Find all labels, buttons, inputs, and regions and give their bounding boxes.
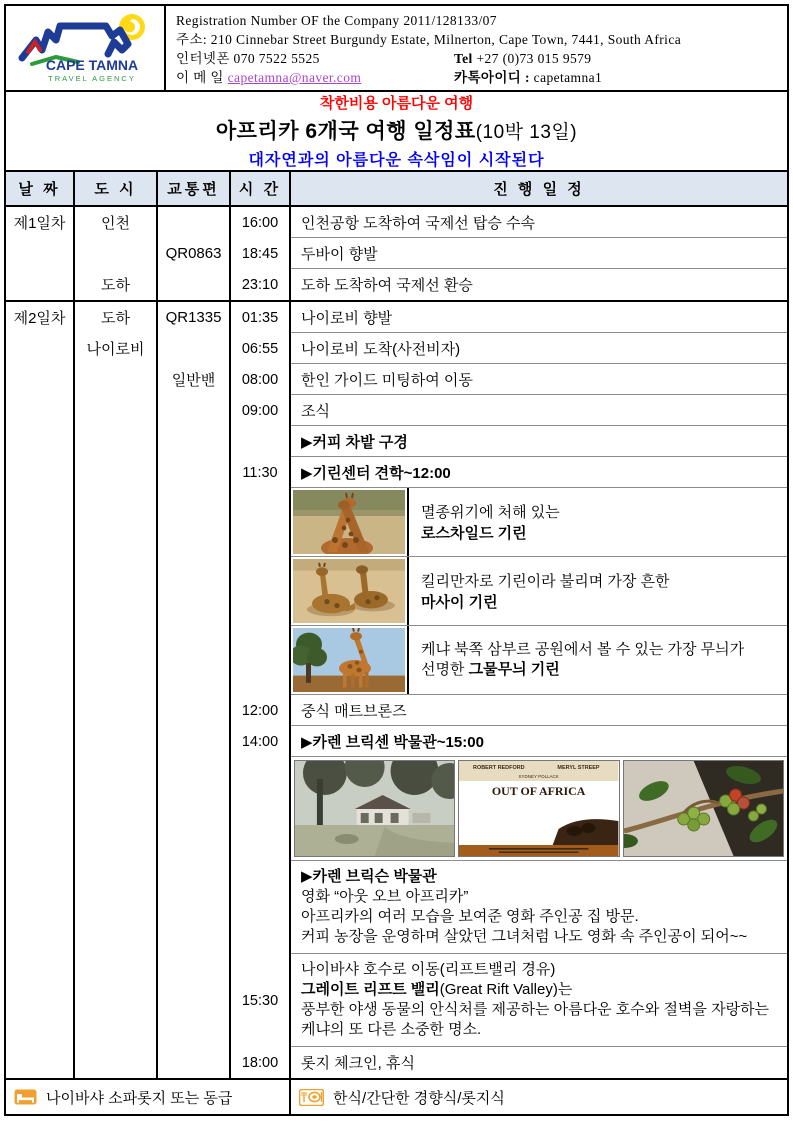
svg-text:CAPE TAMNA: CAPE TAMNA: [45, 57, 139, 73]
schedule-cell: [291, 726, 787, 757]
schedule-text: [409, 488, 787, 556]
giraffe-reticulated-thumbnail: [291, 626, 409, 694]
time-cell: 06:55: [231, 333, 291, 364]
table-header-row: [6, 172, 787, 207]
schedule-row: [231, 488, 787, 557]
karen-house-image: [295, 761, 454, 856]
schedule-cell: [291, 861, 787, 954]
schedule-row: [231, 207, 787, 238]
header-transport: 교통편: [158, 172, 231, 205]
schedule-row: [231, 757, 787, 861]
schedule-cell: [291, 457, 787, 488]
time-cell: 18:45: [231, 238, 291, 269]
time-cell: 15:30: [231, 954, 291, 1047]
company-logo: [6, 6, 166, 90]
transport-label: QR0863: [165, 245, 222, 262]
schedule-cell: [291, 269, 787, 300]
highlight-text: 그물무늬 기린: [468, 661, 560, 678]
city-label: 나이로비: [86, 341, 145, 358]
meals-text: 한식/간단한 경향식/롯지식: [333, 1089, 505, 1107]
plain-text: 두바이 향발: [301, 245, 378, 263]
schedule-cell: [291, 695, 787, 726]
text-line: [301, 907, 781, 927]
svg-text:MERYL STREEP: MERYL STREEP: [557, 764, 600, 772]
day-block-2: [6, 302, 787, 1080]
plain-text: 커피 농장을 운영하며 살았던 그녀처럼 나도 영화 속 주인공이 되어~~: [301, 928, 748, 945]
lodging-text: 나이바샤 소파롯지 또는 동급: [46, 1089, 233, 1107]
company-info: [166, 6, 787, 90]
schedule-rows: [231, 207, 787, 300]
schedule-row: [231, 269, 787, 300]
document-header: [6, 6, 787, 92]
time-cell: [231, 757, 291, 861]
plain-text: 조식: [301, 402, 330, 420]
city-label: 도하: [101, 310, 130, 327]
schedule-text: [291, 208, 541, 237]
time-cell: 12:00: [231, 695, 291, 726]
city-label: 도하: [101, 277, 130, 294]
schedule-rows: [231, 302, 787, 1078]
schedule-row: [231, 426, 787, 457]
schedule-cell: [291, 238, 787, 269]
highlight-text: ▶기린센터 견학~12:00: [301, 464, 451, 482]
bed-icon: [14, 1089, 37, 1105]
lodging-cell: [6, 1080, 291, 1114]
date-column: [6, 302, 75, 1078]
text-line: [301, 1020, 781, 1040]
schedule-text: [291, 696, 413, 725]
time-cell: [231, 861, 291, 954]
schedule-row: [231, 954, 787, 1047]
text-line: [301, 1000, 781, 1020]
giraffe-rothschild-thumbnail: [291, 488, 409, 556]
phone-line: 인터넷폰 070 7522 5525 Tel +27 (0)73 015 9579: [176, 51, 592, 66]
svg-text:ROBERT REDFORD: ROBERT REDFORD: [473, 764, 525, 772]
giraffe-masai-thumbnail: [291, 557, 409, 625]
highlight-text: ▶카렌 브릭슨 박물관: [301, 868, 437, 885]
date-column: [6, 207, 75, 300]
giraffe-reticulated-image: [293, 628, 405, 692]
schedule-row: [231, 302, 787, 333]
plain-text: (Great Rift Valley)는: [439, 981, 573, 998]
highlight-text: 로스차일드 기린: [421, 525, 527, 542]
city-column: [75, 302, 158, 1078]
giraffe-rothschild-image: [293, 490, 405, 554]
schedule-row: [231, 557, 787, 626]
transport-label: QR1335: [165, 309, 222, 326]
schedule-row: [231, 695, 787, 726]
schedule-row: [231, 861, 787, 954]
schedule-cell: [291, 333, 787, 364]
title-tagline: 착한비용 아름다운 여행: [319, 95, 474, 112]
schedule-text: [291, 334, 466, 363]
address-line: 주소: 210 Cinnebar Street Burgundy Estate, Milnerton, Cape Town, 7441, South Africa: [176, 32, 682, 47]
header-city: 도 시: [75, 172, 158, 205]
schedule-cell: [291, 954, 787, 1047]
time-cell: [231, 488, 291, 557]
schedule-text: [291, 303, 398, 332]
meals-cell: [291, 1080, 787, 1114]
schedule-text: [291, 239, 384, 268]
time-cell: [231, 426, 291, 457]
coffee-plant-thumbnail: [623, 760, 784, 857]
schedule-row: [231, 626, 787, 695]
schedule-cell: [291, 426, 787, 457]
schedule-row: [231, 364, 787, 395]
plain-text: 한인 가이드 미팅하여 이동: [301, 371, 473, 389]
schedule-row: [231, 395, 787, 426]
schedule-text: [291, 365, 479, 394]
city-column: [75, 207, 158, 300]
schedule-cell: [291, 557, 787, 626]
schedule-cell: [291, 302, 787, 333]
itinerary-document: [4, 4, 789, 1116]
cape-tamna-logo-icon: [14, 10, 156, 86]
text-line: [301, 887, 781, 907]
plain-text: 나이로비 향발: [301, 309, 393, 327]
plain-text: 인천공항 도착하여 국제선 탑승 수속: [301, 214, 536, 232]
schedule-text: [291, 1048, 421, 1077]
schedule-cell: [291, 757, 787, 861]
time-cell: 16:00: [231, 207, 291, 238]
schedule-text: [291, 427, 414, 456]
plain-text: 선명한: [421, 661, 469, 678]
karen-house-thumbnail: [294, 760, 455, 857]
schedule-cell: [291, 207, 787, 238]
out-of-africa-poster-image: [459, 761, 618, 856]
schedule-cell: [291, 364, 787, 395]
plain-text: 영화 “아웃 오브 아프리카”: [301, 888, 469, 905]
plain-text: 롯지 체크인, 휴식: [301, 1055, 415, 1072]
header-date: 날 짜: [6, 172, 75, 205]
text-line: [421, 660, 781, 680]
schedule-text: [409, 626, 787, 694]
schedule-text: [291, 270, 479, 299]
plain-text: 도하 도착하여 국제선 환승: [301, 277, 473, 294]
time-cell: [231, 626, 291, 695]
coffee-plant-image: [624, 761, 783, 856]
time-cell: 23:10: [231, 269, 291, 300]
text-line: [301, 980, 781, 1000]
title-subtitle: 대자연과의 아름다운 속삭임이 시작된다: [248, 152, 545, 169]
schedule-row: [231, 1047, 787, 1078]
footer-row: [6, 1080, 787, 1114]
highlight-text: ▶카렌 브릭센 박물관~15:00: [301, 733, 484, 751]
plain-text: 아프리카의 여러 모습을 보여준 영화 주인공 집 방문.: [301, 908, 639, 925]
svg-text:OUT OF AFRICA: OUT OF AFRICA: [492, 783, 586, 799]
time-cell: [231, 557, 291, 626]
highlight-text: ▶커피 차밭 구경: [301, 433, 408, 451]
text-line: [301, 927, 781, 947]
header-schedule: 진 행 일 정: [493, 181, 585, 198]
plain-text: 케냐의 또 다른 소중한 명소.: [301, 1021, 482, 1038]
plain-text: 멸종위기에 처해 있는: [421, 504, 560, 521]
time-cell: 18:00: [231, 1047, 291, 1078]
time-cell: 11:30: [231, 457, 291, 488]
schedule-cell: [291, 488, 787, 557]
schedule-row: [231, 238, 787, 269]
out-of-africa-poster-thumbnail: [458, 760, 619, 857]
email-link[interactable]: capetamna@naver.com: [227, 70, 362, 85]
schedule-text: [291, 458, 457, 487]
transport-label: 일반밴: [171, 372, 216, 389]
text-line: [421, 640, 781, 660]
day-block-1: [6, 207, 787, 302]
city-label: 인천: [101, 215, 130, 232]
time-cell: 09:00: [231, 395, 291, 426]
day-date-label: 제2일차: [13, 310, 66, 327]
time-cell: 01:35: [231, 302, 291, 333]
plain-text: 나이바샤 호수로 이동(리프트밸리 경유): [301, 961, 556, 978]
schedule-text: [291, 727, 490, 756]
email-line: 이 메 일 capetamna@naver.com 카톡아이디 : capetamna1: [176, 70, 603, 85]
plain-text: 케냐 북쪽 삼부르 공원에서 볼 수 있는 가장 무늬가: [421, 641, 745, 658]
schedule-text: [291, 954, 787, 1046]
meal-icon: [299, 1089, 324, 1106]
plain-text: 중식 매트브론즈: [301, 702, 407, 720]
plain-text: 나이로비 도착(사전비자): [301, 340, 461, 358]
schedule-text: [291, 861, 787, 953]
title-block: [6, 92, 787, 172]
time-cell: 08:00: [231, 364, 291, 395]
schedule-cell: [291, 1047, 787, 1078]
schedule-row: [231, 457, 787, 488]
svg-text:TRAVEL AGENCY: TRAVEL AGENCY: [48, 74, 136, 83]
transport-column: [158, 207, 231, 300]
text-line: [301, 960, 781, 980]
time-cell: 14:00: [231, 726, 291, 757]
plain-text: 풍부한 야생 동물의 안식처를 제공하는 아름다운 호수와 절벽을 자랑하는: [301, 1001, 770, 1018]
highlight-text: 그레이트 리프트 밸리: [301, 981, 440, 998]
plain-text: 킬리만자로 기린이라 불리며 가장 흔한: [421, 573, 670, 590]
schedule-text: [409, 557, 787, 625]
text-line: [301, 867, 781, 887]
transport-column: [158, 302, 231, 1078]
schedule-cell: [291, 395, 787, 426]
svg-text:SYDNEY POLLACK: SYDNEY POLLACK: [518, 773, 560, 780]
itinerary-table-body: [6, 207, 787, 1080]
schedule-row: [231, 333, 787, 364]
page-title: 아프리카 6개국 여행 일정표(10박 13일): [215, 120, 578, 143]
schedule-cell: [291, 626, 787, 695]
day-date-label: 제1일차: [13, 215, 66, 232]
schedule-row: [231, 726, 787, 757]
registration-line: Registration Number OF the Company 2011/128133/07: [176, 13, 497, 28]
highlight-text: 마사이 기린: [421, 594, 498, 611]
schedule-text: [291, 396, 336, 425]
header-time: 시 간: [231, 172, 291, 205]
giraffe-masai-image: [293, 559, 405, 623]
